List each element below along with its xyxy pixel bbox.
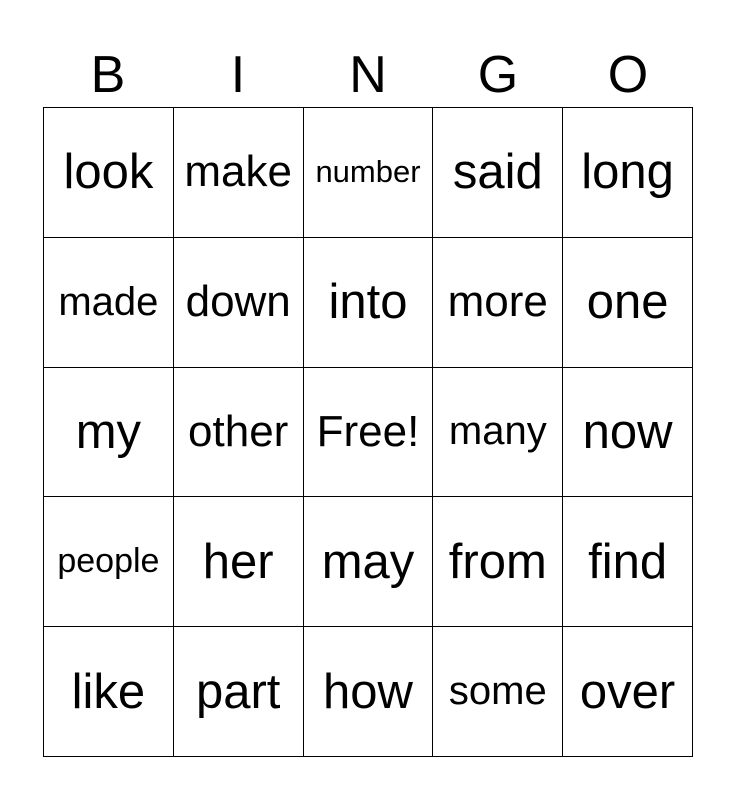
header-letter-i: I xyxy=(230,46,246,104)
bingo-cell[interactable]: may xyxy=(304,497,434,627)
bingo-cell[interactable]: some xyxy=(433,627,563,757)
bingo-cell[interactable]: how xyxy=(304,627,434,757)
bingo-cell[interactable]: part xyxy=(174,627,304,757)
bingo-cell[interactable]: find xyxy=(563,497,693,627)
bingo-cell[interactable]: over xyxy=(563,627,693,757)
header-letter-o: O xyxy=(607,46,649,104)
bingo-cell[interactable]: her xyxy=(174,497,304,627)
header-letter-g: G xyxy=(477,46,519,104)
header-letter-b: B xyxy=(90,46,126,104)
bingo-cell[interactable]: make xyxy=(174,108,304,238)
bingo-cell[interactable]: many xyxy=(433,368,563,498)
bingo-cell[interactable]: like xyxy=(44,627,174,757)
bingo-cell[interactable]: number xyxy=(304,108,434,238)
bingo-cell[interactable]: now xyxy=(563,368,693,498)
bingo-cell[interactable]: other xyxy=(174,368,304,498)
header-letter-n: N xyxy=(349,46,387,104)
bingo-cell[interactable]: look xyxy=(44,108,174,238)
bingo-header xyxy=(43,44,693,106)
free-space-cell[interactable]: Free! xyxy=(304,368,434,498)
bingo-cell[interactable]: said xyxy=(433,108,563,238)
bingo-cell[interactable]: into xyxy=(304,238,434,368)
bingo-cell[interactable]: made xyxy=(44,238,174,368)
bingo-board xyxy=(43,107,693,757)
bingo-cell[interactable]: one xyxy=(563,238,693,368)
bingo-cell[interactable]: long xyxy=(563,108,693,238)
bingo-cell[interactable]: my xyxy=(44,368,174,498)
bingo-cell[interactable]: from xyxy=(433,497,563,627)
bingo-cell[interactable]: people xyxy=(44,497,174,627)
bingo-cell[interactable]: down xyxy=(174,238,304,368)
bingo-cell[interactable]: more xyxy=(433,238,563,368)
